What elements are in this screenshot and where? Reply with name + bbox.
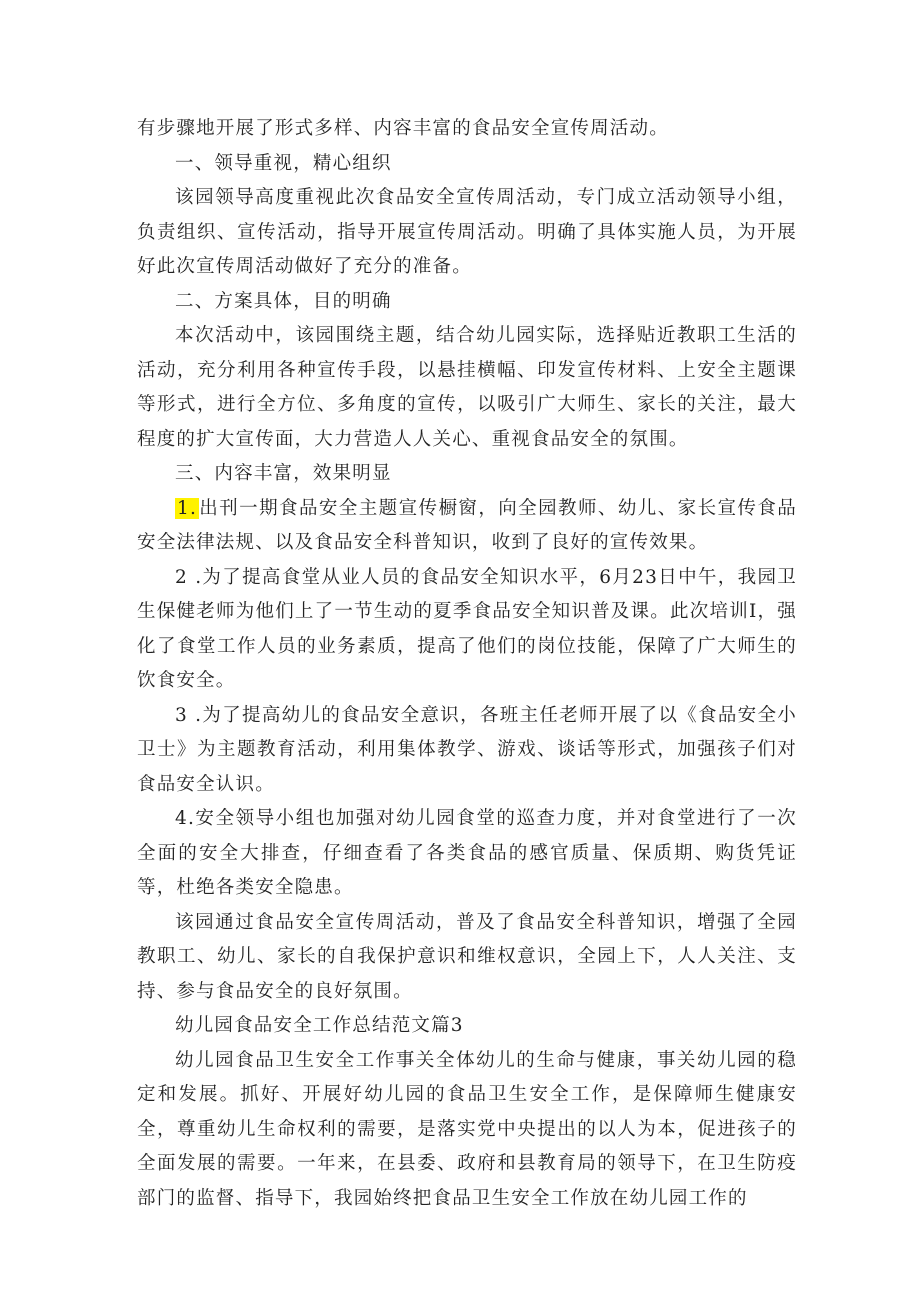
paragraph-article-3-intro: 幼儿园食品卫生安全工作事关全体幼儿的生命与健康，事关幼儿园的稳定和发展。抓好、开展好幼儿园的食品卫生安全工作，是保障师生健康安全，尊重幼儿生命权利的需要，是落实党中央提出的以人为本，促进孩子的全面发展的需要。一年来，在县委、政府和县教育局的领导下，在卫生防疫部门的监督、指导下，我园始终把食品卫生安全工作放在幼儿园工作的: [137, 1049, 797, 1209]
list-item-2: 2 .为了提高食堂从业人员的食品安全知识水平，6月23日中午，我园卫生保健老师为他们上了一节生动的夏季食品安全知识普及课。此次培训I，强化了食堂工作人员的业务素质，提高了他们的岗位技能，保障了广大师生的饮食安全。: [137, 566, 797, 691]
paragraph-plan: 本次活动中，该园围绕主题，结合幼儿园实际，选择贴近教职工生活的活动，充分利用各种宣传手段，以悬挂横幅、印发宣传材料、上安全主题课等形式，进行全方位、多角度的宣传，以吸引广大师生、家长的关注，最大程度的扩大宣传面，大力营造人人关心、重视食品安全的氛围。: [137, 325, 797, 450]
list-item-1-text: 出刊一期食品安全主题宣传橱窗，向全园教师、幼儿、家长宣传食品安全法律法规、以及食品安全科普知识，收到了良好的宣传效果。: [137, 497, 797, 553]
section-heading-3: 三、内容丰富，效果明显: [175, 463, 392, 484]
document-body: [137, 112, 797, 1216]
section-heading-2: 二、方案具体，目的明确: [175, 290, 392, 312]
article-title-3: 幼儿园食品安全工作总结范文篇3: [175, 1015, 464, 1036]
highlighted-list-number: 1.: [177, 497, 198, 519]
section-heading-1: 一、领导重视，精心组织: [175, 152, 392, 174]
paragraph-summary: 该园通过食品安全宣传周活动，普及了食品安全科普知识，增强了全园教职工、幼儿、家长的自我保护意识和维权意识，全园上下，人人关注、支持、参与食品安全的良好氛围。: [137, 911, 797, 1002]
paragraph-leadership: 该园领导高度重视此次食品安全宣传周活动，专门成立活动领导小组，负责组织、宣传活动，指导开展宣传周活动。明确了具体实施人员，为开展好此次宣传周活动做好了充分的准备。: [137, 187, 797, 277]
list-item-3: 3 .为了提高幼儿的食品安全意识，各班主任老师开展了以《食品安全小卫士》为主题教育活动，利用集体教学、游戏、谈话等形式，加强孩子们对食品安全认识。: [137, 704, 797, 795]
list-item-1: [137, 492, 797, 561]
list-item-4: 4.安全领导小组也加强对幼儿园食堂的巡查力度，并对食堂进行了一次全面的安全大排查，仔细查看了各类食品的感官质量、保质期、购货凭证等，杜绝各类安全隐患。: [137, 808, 797, 898]
paragraph-intro-continuation: 有步骤地开展了形式多样、内容丰富的食品安全宣传周活动。: [137, 118, 669, 139]
